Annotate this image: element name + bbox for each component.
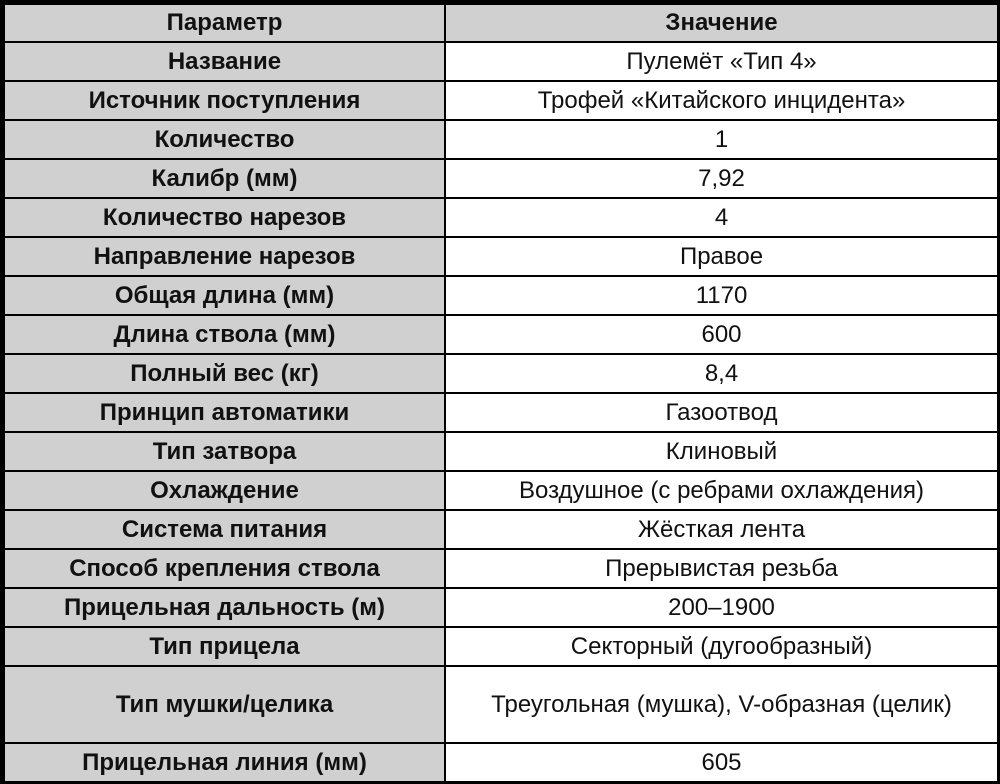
spec-table — [3, 3, 999, 783]
row-param: Количество — [4, 120, 445, 159]
row-param: Количество нарезов — [4, 198, 445, 237]
row-value: Газоотвод — [445, 393, 998, 432]
row-value: Прерывистая резьба — [445, 549, 998, 588]
table-row — [4, 510, 998, 549]
row-value: 200–1900 — [445, 588, 998, 627]
table-row — [4, 276, 998, 315]
row-param: Охлаждение — [4, 471, 445, 510]
row-param: Направление нарезов — [4, 237, 445, 276]
row-param: Полный вес (кг) — [4, 354, 445, 393]
row-value: Треугольная (мушка), V-образная (целик) — [445, 666, 998, 743]
header-param: Параметр — [4, 4, 445, 42]
table-row — [4, 120, 998, 159]
row-param: Название — [4, 42, 445, 81]
table-row — [4, 471, 998, 510]
row-value: 1170 — [445, 276, 998, 315]
table-row — [4, 354, 998, 393]
row-value: Трофей «Китайского инцидента» — [445, 81, 998, 120]
table-row — [4, 42, 998, 81]
table-header-row — [4, 4, 998, 42]
row-param: Прицельная линия (мм) — [4, 743, 445, 782]
row-value: Жёсткая лента — [445, 510, 998, 549]
row-value: 7,92 — [445, 159, 998, 198]
row-value: 4 — [445, 198, 998, 237]
row-value: Клиновый — [445, 432, 998, 471]
row-param: Источник поступления — [4, 81, 445, 120]
row-param: Общая длина (мм) — [4, 276, 445, 315]
row-param: Тип мушки/целика — [4, 666, 445, 743]
row-param: Калибр (мм) — [4, 159, 445, 198]
table-row — [4, 588, 998, 627]
table-row — [4, 393, 998, 432]
row-value: 1 — [445, 120, 998, 159]
row-param: Прицельная дальность (м) — [4, 588, 445, 627]
row-param: Способ крепления ствола — [4, 549, 445, 588]
row-value: Воздушное (с ребрами охлаждения) — [445, 471, 998, 510]
row-value: Секторный (дугообразный) — [445, 627, 998, 666]
row-value: 8,4 — [445, 354, 998, 393]
row-param: Длина ствола (мм) — [4, 315, 445, 354]
row-value: 600 — [445, 315, 998, 354]
table-row — [4, 743, 998, 782]
table-row — [4, 627, 998, 666]
row-value: Правое — [445, 237, 998, 276]
table-row — [4, 237, 998, 276]
table-row — [4, 159, 998, 198]
header-value: Значение — [445, 4, 998, 42]
row-value: 605 — [445, 743, 998, 782]
row-param: Система питания — [4, 510, 445, 549]
table-row — [4, 198, 998, 237]
row-param: Принцип автоматики — [4, 393, 445, 432]
table-row — [4, 81, 998, 120]
table-row — [4, 666, 998, 743]
row-param: Тип прицела — [4, 627, 445, 666]
table-row — [4, 432, 998, 471]
row-param: Тип затвора — [4, 432, 445, 471]
table-row — [4, 549, 998, 588]
table-row — [4, 315, 998, 354]
row-value: Пулемёт «Тип 4» — [445, 42, 998, 81]
